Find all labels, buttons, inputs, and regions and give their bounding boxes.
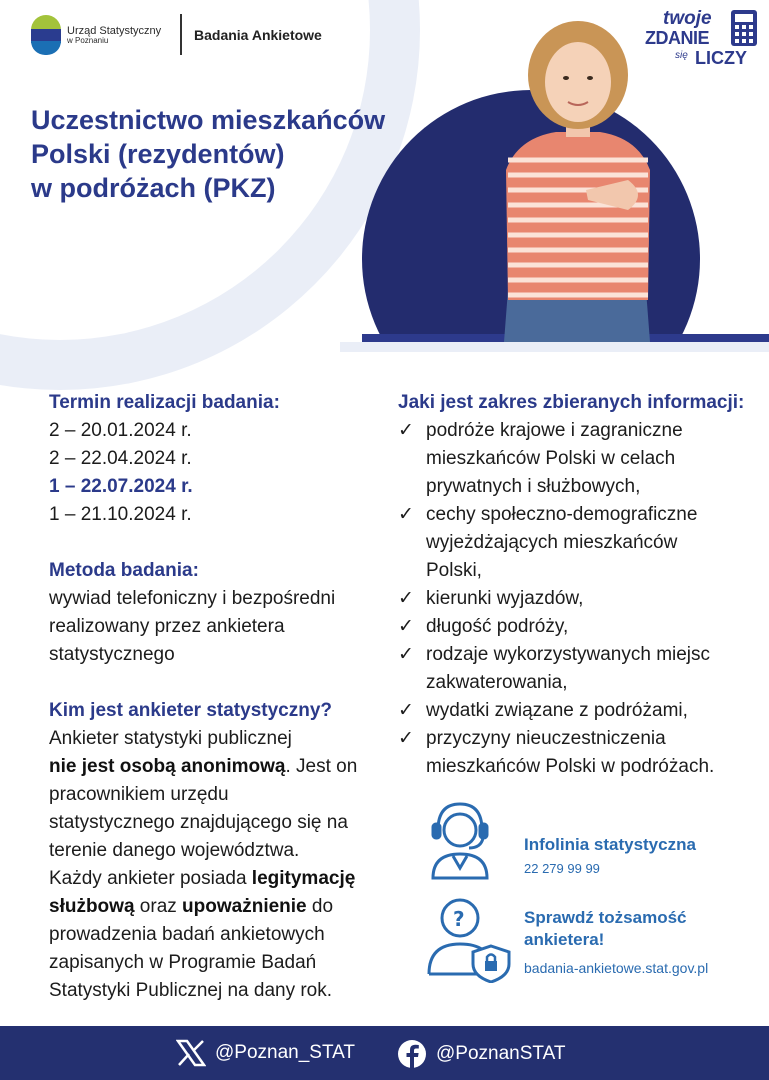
title-line1: Uczestnictwo mieszkańców bbox=[31, 105, 386, 135]
zakres-item bbox=[398, 501, 748, 585]
logo-mark-icon bbox=[31, 15, 61, 55]
facebook-handle: @PoznanSTAT bbox=[436, 1043, 566, 1064]
zakres-item bbox=[398, 613, 748, 641]
termin-heading: Termin realizacji badania: bbox=[49, 392, 280, 413]
ankieter-line10: Statystyki Publicznej na dany rok. bbox=[49, 980, 333, 1001]
checkmark-icon: ✓ bbox=[398, 504, 414, 525]
zakres-item-line: mieszkańców Polski w celach bbox=[426, 448, 676, 469]
zakres-item bbox=[398, 697, 748, 725]
facebook-social-link[interactable] bbox=[397, 1039, 565, 1069]
section-label: Badania Ankietowe bbox=[194, 27, 322, 43]
ankieter-line7 bbox=[49, 893, 369, 921]
title-line2: Polski (rezydentów) bbox=[31, 139, 285, 169]
checkmark-icon: ✓ bbox=[398, 644, 414, 665]
ankieter-line1: Ankieter statystyki publicznej bbox=[49, 728, 292, 749]
ankieter-bold-legitymacja: legitymację bbox=[251, 868, 356, 889]
infolinia-title: Infolinia statystyczna bbox=[524, 835, 696, 854]
checkmark-icon: ✓ bbox=[398, 420, 414, 441]
woman-pointing-photo bbox=[478, 20, 678, 342]
x-handle: @Poznan_STAT bbox=[215, 1042, 356, 1063]
zakres-item-line: wyjeżdżających mieszkańców bbox=[426, 532, 678, 553]
office-logo bbox=[31, 15, 161, 55]
badge-line3: się bbox=[675, 50, 688, 61]
ankieter-bold-upowaznienie: upoważnienie bbox=[182, 896, 307, 917]
zakres-item-line: kierunki wyjazdów, bbox=[426, 588, 584, 609]
zakres-heading: Jaki jest zakres zbieranych informacji: bbox=[398, 392, 745, 413]
zakres-item-line: prywatnych i służbowych, bbox=[426, 476, 641, 497]
infolinia-phone[interactable]: 22 279 99 99 bbox=[524, 861, 600, 876]
zakres-item-line: mieszkańców Polski w podróżach. bbox=[426, 756, 715, 777]
zakres-item-line: zakwaterowania, bbox=[426, 672, 568, 693]
zakres-item bbox=[398, 641, 748, 697]
zakres-list bbox=[398, 417, 748, 781]
zakres-item-text bbox=[426, 585, 583, 613]
zakres-item bbox=[398, 417, 748, 501]
checkmark-icon: ✓ bbox=[398, 728, 414, 749]
logo-line2: w Poznaniu bbox=[67, 35, 109, 45]
user-question-shield-icon bbox=[425, 888, 511, 983]
ankieter-bold-sluzbowa: służbową bbox=[49, 896, 135, 917]
date-3-current: 1 – 22.07.2024 r. bbox=[49, 476, 193, 497]
metoda-line3: statystycznego bbox=[49, 644, 175, 665]
title-line3: w podróżach (PKZ) bbox=[31, 173, 276, 203]
zakres-item bbox=[398, 725, 748, 781]
x-social-link[interactable] bbox=[176, 1039, 355, 1067]
light-band bbox=[340, 342, 769, 352]
logo-line1: Urząd Statystyczny bbox=[67, 24, 162, 37]
badge-line1: twoje bbox=[663, 8, 712, 29]
zakres-item-line: długość podróży, bbox=[426, 616, 569, 637]
ankieter-line5: terenie danego województwa. bbox=[49, 840, 300, 861]
date-4: 1 – 21.10.2024 r. bbox=[49, 504, 192, 525]
ankieter-line2 bbox=[49, 753, 369, 781]
zakres-item-text bbox=[426, 697, 688, 725]
zakres-item-line: Polski, bbox=[426, 560, 482, 581]
facebook-logo-icon bbox=[397, 1039, 427, 1069]
ankieter-line9: zapisanych w Programie Badań bbox=[49, 952, 317, 973]
verify-url-link[interactable]: badania-ankietowe.stat.gov.pl bbox=[524, 960, 709, 976]
right-column bbox=[398, 389, 748, 781]
metoda-heading: Metoda badania: bbox=[49, 560, 199, 581]
zakres-item bbox=[398, 585, 748, 613]
ankieter-line3: pracownikiem urzędu bbox=[49, 784, 229, 805]
svg-text:?: ? bbox=[453, 907, 465, 931]
ankieter-line4: statystycznego znajdującego się na bbox=[49, 812, 348, 833]
verify-title-line1: Sprawdź tożsamość bbox=[524, 908, 687, 927]
metoda-line1: wywiad telefoniczny i bezpośredni bbox=[49, 588, 336, 609]
footer-bar bbox=[0, 1026, 769, 1080]
badge-line4: LICZY bbox=[695, 48, 747, 68]
date-1: 2 – 20.01.2024 r. bbox=[49, 420, 192, 441]
zakres-item-text bbox=[426, 613, 568, 641]
logo-text bbox=[67, 25, 161, 46]
ankieter-line6-pre: Każdy ankieter posiada bbox=[49, 868, 252, 889]
ankieter-line7-mid: oraz bbox=[134, 896, 183, 917]
verify-title-line2: ankietera! bbox=[524, 930, 605, 949]
date-2: 2 – 22.04.2024 r. bbox=[49, 448, 192, 469]
headset-agent-icon bbox=[425, 798, 495, 880]
zakres-item-line: rodzaje wykorzystywanych miejsc bbox=[426, 644, 711, 665]
badge-line2: ZDANIE bbox=[645, 28, 709, 48]
survey-title bbox=[31, 103, 385, 205]
zakres-item-line: wydatki związane z podróżami, bbox=[426, 700, 688, 721]
zakres-item-text bbox=[426, 501, 697, 585]
ankieter-line8: prowadzenia badań ankietowych bbox=[49, 924, 325, 945]
zakres-item-line: przyczyny nieuczestniczenia bbox=[426, 728, 666, 749]
ankieter-line7-rest: do bbox=[306, 896, 334, 917]
x-logo-icon bbox=[176, 1039, 206, 1067]
ankieter-line2-rest: . Jest on bbox=[285, 756, 358, 777]
zakres-item-text bbox=[426, 417, 683, 501]
ankieter-bold-anon: nie jest osobą anonimową bbox=[49, 756, 286, 777]
verify-box bbox=[425, 888, 755, 983]
header-divider bbox=[180, 14, 182, 55]
checkmark-icon: ✓ bbox=[398, 700, 414, 721]
ankieter-line6 bbox=[49, 865, 369, 893]
verify-title bbox=[524, 907, 687, 951]
zakres-item-line: cechy społeczno-demograficzne bbox=[426, 504, 698, 525]
metoda-line2: realizowany przez ankietera bbox=[49, 616, 285, 637]
calculator-icon bbox=[731, 10, 757, 46]
checkmark-icon: ✓ bbox=[398, 616, 414, 637]
ankieter-heading: Kim jest ankieter statystyczny? bbox=[49, 700, 333, 721]
checkmark-icon: ✓ bbox=[398, 588, 414, 609]
zakres-item-text bbox=[426, 641, 710, 697]
zakres-item-line: podróże krajowe i zagraniczne bbox=[426, 420, 683, 441]
infolinia-box bbox=[425, 798, 755, 880]
zakres-item-text bbox=[426, 725, 714, 781]
left-column bbox=[49, 389, 369, 1005]
